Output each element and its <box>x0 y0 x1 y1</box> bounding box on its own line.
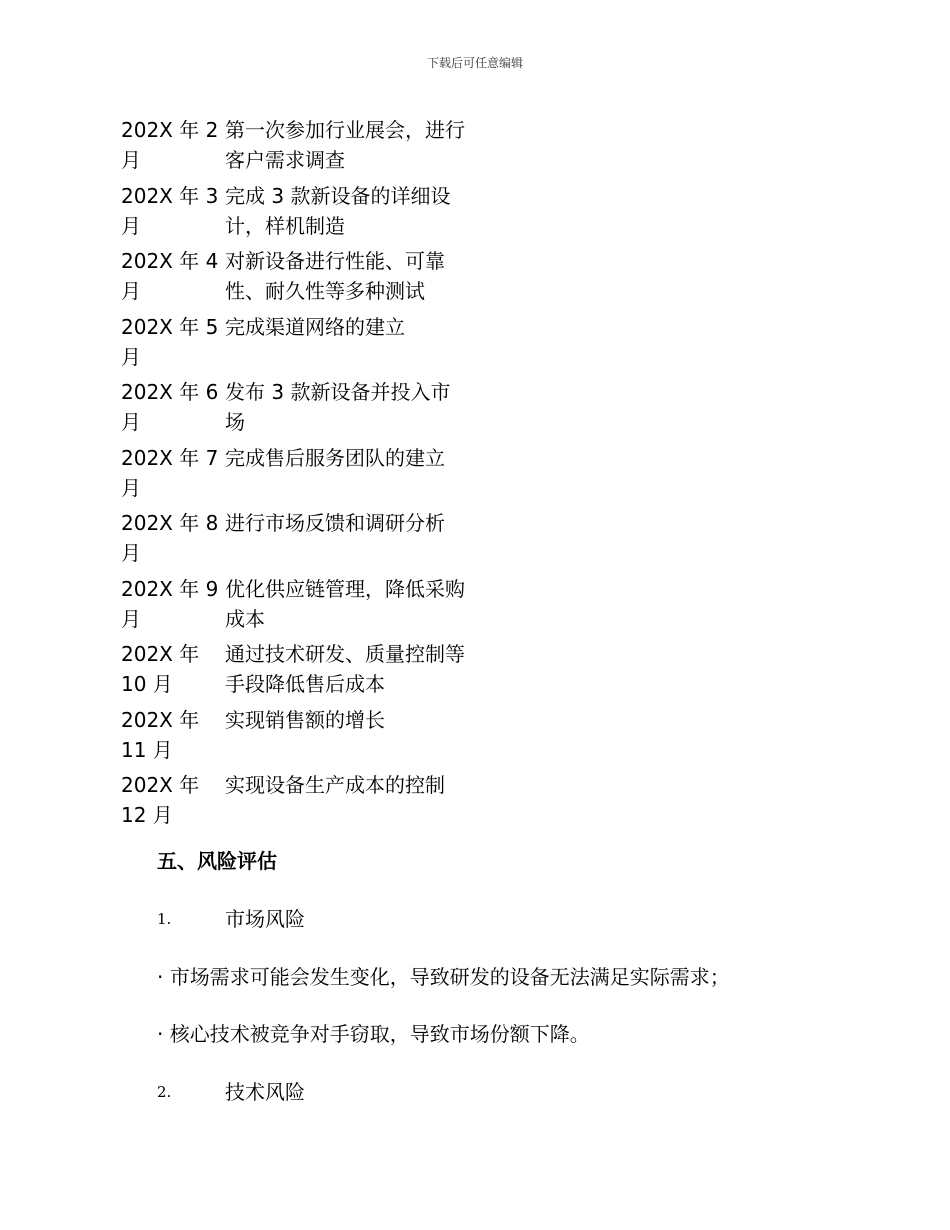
timeline-event: 完成 3 款新设备的详细设计，样机制造 <box>225 183 451 238</box>
timeline-date: 202X 年 2 月 <box>121 118 219 172</box>
risk-subheading-market <box>157 904 305 934</box>
timeline-row <box>121 312 481 378</box>
risk-bullet: · 市场需求可能会发生变化，导致研发的设备无法满足实际需求； <box>157 965 730 989</box>
list-number: 2. <box>157 1083 172 1101</box>
timeline-event: 优化供应链管理，降低采购成本 <box>225 576 465 631</box>
timeline-row <box>121 181 481 247</box>
list-label: 市场风险 <box>225 907 305 931</box>
risk-bullet: · 核心技术被竞争对手窃取，导致市场份额下降。 <box>157 1022 590 1046</box>
timeline-event: 对新设备进行性能、可靠性、耐久性等多种测试 <box>225 249 445 303</box>
timeline-row <box>121 246 481 312</box>
timeline-event: 发布 3 款新设备并投入市场 <box>225 380 451 434</box>
timeline-row <box>121 115 481 181</box>
timeline-row <box>121 639 481 705</box>
timeline-row <box>121 574 481 640</box>
timeline-date: 202X 年 10 月 <box>121 642 200 696</box>
timeline-event: 完成售后服务团队的建立 <box>225 445 445 470</box>
timeline-row <box>121 377 481 443</box>
timeline-row <box>121 508 481 574</box>
timeline-date: 202X 年 11 月 <box>121 707 200 762</box>
risk-subheading-tech <box>157 1077 305 1107</box>
timeline-date: 202X 年 12 月 <box>121 773 200 827</box>
page-header-note: 下载后可任意编辑 <box>426 56 523 70</box>
timeline-table <box>121 115 481 836</box>
timeline-event: 通过技术研发、质量控制等手段降低售后成本 <box>225 642 465 696</box>
timeline-date: 202X 年 3 月 <box>121 183 219 238</box>
timeline-row <box>121 770 481 836</box>
timeline-date: 202X 年 4 月 <box>121 249 219 303</box>
timeline-date: 202X 年 7 月 <box>121 445 219 500</box>
timeline-event: 完成渠道网络的建立 <box>225 314 405 339</box>
timeline-date: 202X 年 5 月 <box>121 314 219 369</box>
timeline-row <box>121 705 481 771</box>
timeline-date: 202X 年 9 月 <box>121 576 219 631</box>
list-label: 技术风险 <box>225 1080 305 1104</box>
section-heading: 五、风险评估 <box>157 849 277 873</box>
timeline-date: 202X 年 6 月 <box>121 380 219 434</box>
list-number: 1. <box>157 910 172 928</box>
timeline-row <box>121 443 481 509</box>
timeline-date: 202X 年 8 月 <box>121 511 219 565</box>
timeline-event: 进行市场反馈和调研分析 <box>225 511 445 535</box>
timeline-event: 实现销售额的增长 <box>225 707 385 732</box>
timeline-event: 实现设备生产成本的控制 <box>225 773 445 797</box>
timeline-event: 第一次参加行业展会，进行客户需求调查 <box>225 118 465 172</box>
